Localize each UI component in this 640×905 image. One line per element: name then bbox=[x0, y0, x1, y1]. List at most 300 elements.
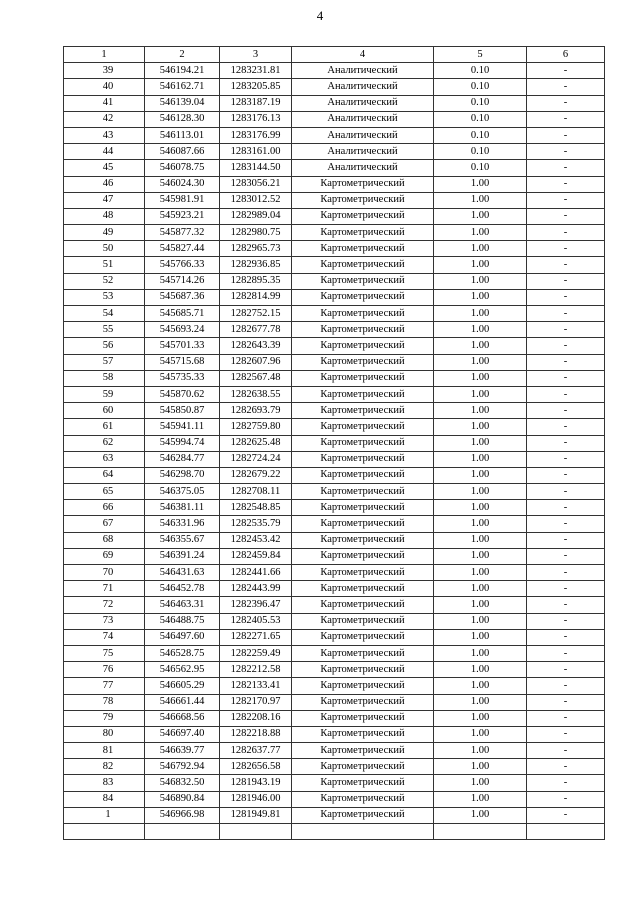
note-cell: - bbox=[527, 338, 605, 354]
accuracy-cell: 0.10 bbox=[434, 79, 527, 95]
point-number-cell: 84 bbox=[64, 791, 145, 807]
accuracy-cell: 1.00 bbox=[434, 516, 527, 532]
table-row bbox=[64, 322, 605, 338]
header-cell-col4: 4 bbox=[292, 47, 434, 63]
table-row bbox=[64, 95, 605, 111]
point-number-cell: 83 bbox=[64, 775, 145, 791]
table-row bbox=[64, 484, 605, 500]
y-coordinate-cell: 1282724.24 bbox=[220, 451, 292, 467]
table-row bbox=[64, 581, 605, 597]
y-coordinate-cell: 1282814.99 bbox=[220, 289, 292, 305]
table-row bbox=[64, 597, 605, 613]
y-coordinate-cell: 1282895.35 bbox=[220, 273, 292, 289]
method-cell: Картометрический bbox=[292, 629, 434, 645]
point-number-cell: 71 bbox=[64, 581, 145, 597]
point-number-cell: 43 bbox=[64, 127, 145, 143]
header-cell-col5: 5 bbox=[434, 47, 527, 63]
y-coordinate-cell: 1282405.53 bbox=[220, 613, 292, 629]
point-number-cell: 62 bbox=[64, 435, 145, 451]
x-coordinate-cell: 545735.33 bbox=[145, 370, 220, 386]
y-coordinate-cell: 1282535.79 bbox=[220, 516, 292, 532]
table-row bbox=[64, 257, 605, 273]
note-cell: - bbox=[527, 807, 605, 823]
header-cell-col3: 3 bbox=[220, 47, 292, 63]
point-number-cell: 41 bbox=[64, 95, 145, 111]
x-coordinate-cell: 546497.60 bbox=[145, 629, 220, 645]
point-number-cell: 66 bbox=[64, 500, 145, 516]
y-coordinate-cell: 1282677.78 bbox=[220, 322, 292, 338]
table-row bbox=[64, 273, 605, 289]
note-cell: - bbox=[527, 160, 605, 176]
point-number-cell: 60 bbox=[64, 403, 145, 419]
page-number: 4 bbox=[316, 8, 324, 23]
header-cell-col2: 2 bbox=[145, 47, 220, 63]
method-cell: Картометрический bbox=[292, 176, 434, 192]
y-coordinate-cell: 1281943.19 bbox=[220, 775, 292, 791]
table-row bbox=[64, 403, 605, 419]
x-coordinate-cell: 545923.21 bbox=[145, 208, 220, 224]
point-number-cell: 65 bbox=[64, 484, 145, 500]
method-cell: Аналитический bbox=[292, 160, 434, 176]
y-coordinate-cell: 1283056.21 bbox=[220, 176, 292, 192]
x-coordinate-cell: 546331.96 bbox=[145, 516, 220, 532]
y-coordinate-cell: 1282752.15 bbox=[220, 306, 292, 322]
accuracy-cell: 1.00 bbox=[434, 791, 527, 807]
note-cell: - bbox=[527, 581, 605, 597]
x-coordinate-cell: 546452.78 bbox=[145, 581, 220, 597]
point-number-cell: 79 bbox=[64, 710, 145, 726]
table-row bbox=[64, 759, 605, 775]
accuracy-cell: 0.10 bbox=[434, 111, 527, 127]
point-number-cell: 68 bbox=[64, 532, 145, 548]
y-coordinate-cell: 1282759.80 bbox=[220, 419, 292, 435]
x-coordinate-cell: 546668.56 bbox=[145, 710, 220, 726]
note-cell: - bbox=[527, 726, 605, 742]
method-cell: Картометрический bbox=[292, 500, 434, 516]
note-cell: - bbox=[527, 225, 605, 241]
y-coordinate-cell: 1283161.00 bbox=[220, 144, 292, 160]
x-coordinate-cell: 546375.05 bbox=[145, 484, 220, 500]
note-cell: - bbox=[527, 629, 605, 645]
y-coordinate-cell: 1282453.42 bbox=[220, 532, 292, 548]
accuracy-cell: 1.00 bbox=[434, 176, 527, 192]
table-row bbox=[64, 532, 605, 548]
point-number-cell: 40 bbox=[64, 79, 145, 95]
table-row bbox=[64, 192, 605, 208]
x-coordinate-cell: 546562.95 bbox=[145, 662, 220, 678]
x-coordinate-cell: 546639.77 bbox=[145, 743, 220, 759]
method-cell: Картометрический bbox=[292, 597, 434, 613]
table-row bbox=[64, 225, 605, 241]
y-coordinate-cell: 1282548.85 bbox=[220, 500, 292, 516]
method-cell: Аналитический bbox=[292, 111, 434, 127]
accuracy-cell: 1.00 bbox=[434, 759, 527, 775]
x-coordinate-cell: 546661.44 bbox=[145, 694, 220, 710]
method-cell: Аналитический bbox=[292, 95, 434, 111]
point-number-cell: 1 bbox=[64, 807, 145, 823]
x-coordinate-cell: 545877.32 bbox=[145, 225, 220, 241]
table-row bbox=[64, 710, 605, 726]
method-cell: Картометрический bbox=[292, 775, 434, 791]
accuracy-cell: 1.00 bbox=[434, 710, 527, 726]
table-row bbox=[64, 451, 605, 467]
method-cell: Картометрический bbox=[292, 613, 434, 629]
point-number-cell: 77 bbox=[64, 678, 145, 694]
table-row bbox=[64, 63, 605, 79]
x-coordinate-cell: 546284.77 bbox=[145, 451, 220, 467]
accuracy-cell: 1.00 bbox=[434, 419, 527, 435]
point-number-cell: 67 bbox=[64, 516, 145, 532]
method-cell: Картометрический bbox=[292, 532, 434, 548]
y-coordinate-cell: 1282679.22 bbox=[220, 467, 292, 483]
accuracy-cell bbox=[434, 824, 527, 840]
method-cell: Аналитический bbox=[292, 79, 434, 95]
note-cell: - bbox=[527, 144, 605, 160]
y-coordinate-cell: 1282459.84 bbox=[220, 548, 292, 564]
table-row bbox=[64, 354, 605, 370]
table-row bbox=[64, 144, 605, 160]
method-cell: Картометрический bbox=[292, 322, 434, 338]
y-coordinate-cell: 1282637.77 bbox=[220, 743, 292, 759]
table-row bbox=[64, 548, 605, 564]
accuracy-cell: 1.00 bbox=[434, 403, 527, 419]
x-coordinate-cell: 545981.91 bbox=[145, 192, 220, 208]
note-cell bbox=[527, 824, 605, 840]
y-coordinate-cell: 1282989.04 bbox=[220, 208, 292, 224]
y-coordinate-cell: 1283144.50 bbox=[220, 160, 292, 176]
method-cell: Аналитический bbox=[292, 144, 434, 160]
note-cell: - bbox=[527, 435, 605, 451]
table-row bbox=[64, 629, 605, 645]
x-coordinate-cell: 546162.71 bbox=[145, 79, 220, 95]
note-cell: - bbox=[527, 791, 605, 807]
header-cell-col6: 6 bbox=[527, 47, 605, 63]
method-cell: Картометрический bbox=[292, 354, 434, 370]
table-row bbox=[64, 775, 605, 791]
table-row bbox=[64, 370, 605, 386]
x-coordinate-cell: 546113.01 bbox=[145, 127, 220, 143]
accuracy-cell: 1.00 bbox=[434, 500, 527, 516]
method-cell: Картометрический bbox=[292, 694, 434, 710]
x-coordinate-cell: 546128.30 bbox=[145, 111, 220, 127]
table-row bbox=[64, 726, 605, 742]
note-cell: - bbox=[527, 63, 605, 79]
x-coordinate-cell: 545693.24 bbox=[145, 322, 220, 338]
note-cell: - bbox=[527, 192, 605, 208]
accuracy-cell: 1.00 bbox=[434, 451, 527, 467]
x-coordinate-cell: 546078.75 bbox=[145, 160, 220, 176]
table-row bbox=[64, 127, 605, 143]
point-number-cell: 42 bbox=[64, 111, 145, 127]
method-cell: Картометрический bbox=[292, 548, 434, 564]
point-number-cell bbox=[64, 824, 145, 840]
x-coordinate-cell: 545766.33 bbox=[145, 257, 220, 273]
accuracy-cell: 1.00 bbox=[434, 306, 527, 322]
note-cell: - bbox=[527, 484, 605, 500]
x-coordinate-cell: 546488.75 bbox=[145, 613, 220, 629]
x-coordinate-cell: 545994.74 bbox=[145, 435, 220, 451]
y-coordinate-cell: 1282567.48 bbox=[220, 370, 292, 386]
method-cell: Картометрический bbox=[292, 289, 434, 305]
note-cell: - bbox=[527, 306, 605, 322]
method-cell: Картометрический bbox=[292, 791, 434, 807]
note-cell: - bbox=[527, 662, 605, 678]
accuracy-cell: 1.00 bbox=[434, 581, 527, 597]
point-number-cell: 80 bbox=[64, 726, 145, 742]
point-number-cell: 82 bbox=[64, 759, 145, 775]
method-cell: Картометрический bbox=[292, 370, 434, 386]
y-coordinate-cell: 1282638.55 bbox=[220, 386, 292, 402]
y-coordinate-cell: 1282441.66 bbox=[220, 565, 292, 581]
y-coordinate-cell: 1283187.19 bbox=[220, 95, 292, 111]
x-coordinate-cell: 545701.33 bbox=[145, 338, 220, 354]
point-number-cell: 53 bbox=[64, 289, 145, 305]
method-cell: Картометрический bbox=[292, 678, 434, 694]
accuracy-cell: 1.00 bbox=[434, 273, 527, 289]
point-number-cell: 61 bbox=[64, 419, 145, 435]
x-coordinate-cell bbox=[145, 824, 220, 840]
note-cell: - bbox=[527, 613, 605, 629]
method-cell: Аналитический bbox=[292, 127, 434, 143]
accuracy-cell: 0.10 bbox=[434, 95, 527, 111]
method-cell: Картометрический bbox=[292, 726, 434, 742]
x-coordinate-cell: 546139.04 bbox=[145, 95, 220, 111]
accuracy-cell: 1.00 bbox=[434, 645, 527, 661]
method-cell: Картометрический bbox=[292, 306, 434, 322]
note-cell: - bbox=[527, 257, 605, 273]
point-number-cell: 64 bbox=[64, 467, 145, 483]
accuracy-cell: 1.00 bbox=[434, 662, 527, 678]
y-coordinate-cell: 1282259.49 bbox=[220, 645, 292, 661]
accuracy-cell: 1.00 bbox=[434, 354, 527, 370]
table-row bbox=[64, 678, 605, 694]
note-cell: - bbox=[527, 516, 605, 532]
accuracy-cell: 1.00 bbox=[434, 726, 527, 742]
header-cell-col1: 1 bbox=[64, 47, 145, 63]
point-number-cell: 69 bbox=[64, 548, 145, 564]
note-cell: - bbox=[527, 322, 605, 338]
x-coordinate-cell: 546792.94 bbox=[145, 759, 220, 775]
point-number-cell: 56 bbox=[64, 338, 145, 354]
method-cell: Аналитический bbox=[292, 63, 434, 79]
x-coordinate-cell: 545685.71 bbox=[145, 306, 220, 322]
note-cell: - bbox=[527, 710, 605, 726]
y-coordinate-cell: 1282607.96 bbox=[220, 354, 292, 370]
accuracy-cell: 1.00 bbox=[434, 322, 527, 338]
y-coordinate-cell: 1282643.39 bbox=[220, 338, 292, 354]
note-cell: - bbox=[527, 645, 605, 661]
y-coordinate-cell bbox=[220, 824, 292, 840]
note-cell: - bbox=[527, 111, 605, 127]
note-cell: - bbox=[527, 386, 605, 402]
note-cell: - bbox=[527, 241, 605, 257]
x-coordinate-cell: 545870.62 bbox=[145, 386, 220, 402]
note-cell: - bbox=[527, 127, 605, 143]
method-cell: Картометрический bbox=[292, 257, 434, 273]
method-cell: Картометрический bbox=[292, 467, 434, 483]
method-cell: Картометрический bbox=[292, 435, 434, 451]
accuracy-cell: 1.00 bbox=[434, 484, 527, 500]
table-row bbox=[64, 565, 605, 581]
method-cell: Картометрический bbox=[292, 241, 434, 257]
point-number-cell: 45 bbox=[64, 160, 145, 176]
method-cell: Картометрический bbox=[292, 192, 434, 208]
table-row bbox=[64, 176, 605, 192]
x-coordinate-cell: 545714.26 bbox=[145, 273, 220, 289]
note-cell: - bbox=[527, 370, 605, 386]
table-row bbox=[64, 662, 605, 678]
accuracy-cell: 0.10 bbox=[434, 144, 527, 160]
point-number-cell: 39 bbox=[64, 63, 145, 79]
point-number-cell: 63 bbox=[64, 451, 145, 467]
accuracy-cell: 1.00 bbox=[434, 565, 527, 581]
method-cell: Картометрический bbox=[292, 743, 434, 759]
point-number-cell: 49 bbox=[64, 225, 145, 241]
method-cell bbox=[292, 824, 434, 840]
method-cell: Картометрический bbox=[292, 403, 434, 419]
accuracy-cell: 1.00 bbox=[434, 208, 527, 224]
point-number-cell: 73 bbox=[64, 613, 145, 629]
accuracy-cell: 1.00 bbox=[434, 532, 527, 548]
accuracy-cell: 0.10 bbox=[434, 127, 527, 143]
x-coordinate-cell: 546890.84 bbox=[145, 791, 220, 807]
point-number-cell: 46 bbox=[64, 176, 145, 192]
accuracy-cell: 1.00 bbox=[434, 370, 527, 386]
method-cell: Картометрический bbox=[292, 484, 434, 500]
note-cell: - bbox=[527, 694, 605, 710]
table-row bbox=[64, 516, 605, 532]
y-coordinate-cell: 1281949.81 bbox=[220, 807, 292, 823]
table-row bbox=[64, 613, 605, 629]
point-number-cell: 57 bbox=[64, 354, 145, 370]
x-coordinate-cell: 545687.36 bbox=[145, 289, 220, 305]
accuracy-cell: 1.00 bbox=[434, 548, 527, 564]
x-coordinate-cell: 546087.66 bbox=[145, 144, 220, 160]
point-number-cell: 50 bbox=[64, 241, 145, 257]
x-coordinate-cell: 546463.31 bbox=[145, 597, 220, 613]
table-row bbox=[64, 386, 605, 402]
accuracy-cell: 1.00 bbox=[434, 807, 527, 823]
point-number-cell: 52 bbox=[64, 273, 145, 289]
coordinates-table bbox=[63, 46, 605, 840]
note-cell: - bbox=[527, 419, 605, 435]
accuracy-cell: 1.00 bbox=[434, 613, 527, 629]
table-row bbox=[64, 160, 605, 176]
point-number-cell: 74 bbox=[64, 629, 145, 645]
accuracy-cell: 1.00 bbox=[434, 257, 527, 273]
accuracy-cell: 1.00 bbox=[434, 225, 527, 241]
point-number-cell: 76 bbox=[64, 662, 145, 678]
point-number-cell: 70 bbox=[64, 565, 145, 581]
x-coordinate-cell: 546194.21 bbox=[145, 63, 220, 79]
x-coordinate-cell: 546381.11 bbox=[145, 500, 220, 516]
accuracy-cell: 1.00 bbox=[434, 629, 527, 645]
point-number-cell: 81 bbox=[64, 743, 145, 759]
note-cell: - bbox=[527, 208, 605, 224]
y-coordinate-cell: 1282708.11 bbox=[220, 484, 292, 500]
y-coordinate-cell: 1282212.58 bbox=[220, 662, 292, 678]
method-cell: Картометрический bbox=[292, 208, 434, 224]
method-cell: Картометрический bbox=[292, 645, 434, 661]
accuracy-cell: 1.00 bbox=[434, 338, 527, 354]
table-row bbox=[64, 500, 605, 516]
header-row bbox=[64, 47, 605, 63]
note-cell: - bbox=[527, 79, 605, 95]
note-cell: - bbox=[527, 775, 605, 791]
y-coordinate-cell: 1282936.85 bbox=[220, 257, 292, 273]
point-number-cell: 48 bbox=[64, 208, 145, 224]
note-cell: - bbox=[527, 532, 605, 548]
x-coordinate-cell: 545941.11 bbox=[145, 419, 220, 435]
method-cell: Картометрический bbox=[292, 451, 434, 467]
table-row bbox=[64, 289, 605, 305]
accuracy-cell: 1.00 bbox=[434, 775, 527, 791]
accuracy-cell: 0.10 bbox=[434, 160, 527, 176]
x-coordinate-cell: 546966.98 bbox=[145, 807, 220, 823]
point-number-cell: 47 bbox=[64, 192, 145, 208]
note-cell: - bbox=[527, 467, 605, 483]
y-coordinate-cell: 1282443.99 bbox=[220, 581, 292, 597]
x-coordinate-cell: 546605.29 bbox=[145, 678, 220, 694]
point-number-cell: 78 bbox=[64, 694, 145, 710]
table-row bbox=[64, 111, 605, 127]
method-cell: Картометрический bbox=[292, 419, 434, 435]
point-number-cell: 59 bbox=[64, 386, 145, 402]
x-coordinate-cell: 545827.44 bbox=[145, 241, 220, 257]
accuracy-cell: 1.00 bbox=[434, 694, 527, 710]
x-coordinate-cell: 546298.70 bbox=[145, 467, 220, 483]
y-coordinate-cell: 1282625.48 bbox=[220, 435, 292, 451]
table-row bbox=[64, 467, 605, 483]
y-coordinate-cell: 1282980.75 bbox=[220, 225, 292, 241]
table-row bbox=[64, 208, 605, 224]
accuracy-cell: 1.00 bbox=[434, 289, 527, 305]
note-cell: - bbox=[527, 565, 605, 581]
y-coordinate-cell: 1282965.73 bbox=[220, 241, 292, 257]
y-coordinate-cell: 1282170.97 bbox=[220, 694, 292, 710]
point-number-cell: 58 bbox=[64, 370, 145, 386]
y-coordinate-cell: 1282208.16 bbox=[220, 710, 292, 726]
note-cell: - bbox=[527, 548, 605, 564]
point-number-cell: 54 bbox=[64, 306, 145, 322]
note-cell: - bbox=[527, 354, 605, 370]
method-cell: Картометрический bbox=[292, 338, 434, 354]
point-number-cell: 55 bbox=[64, 322, 145, 338]
table-row bbox=[64, 791, 605, 807]
note-cell: - bbox=[527, 273, 605, 289]
y-coordinate-cell: 1281946.00 bbox=[220, 791, 292, 807]
method-cell: Картометрический bbox=[292, 581, 434, 597]
table-row bbox=[64, 306, 605, 322]
point-number-cell: 75 bbox=[64, 645, 145, 661]
table-row bbox=[64, 419, 605, 435]
y-coordinate-cell: 1283012.52 bbox=[220, 192, 292, 208]
note-cell: - bbox=[527, 743, 605, 759]
y-coordinate-cell: 1283205.85 bbox=[220, 79, 292, 95]
accuracy-cell: 1.00 bbox=[434, 597, 527, 613]
x-coordinate-cell: 545850.87 bbox=[145, 403, 220, 419]
note-cell: - bbox=[527, 451, 605, 467]
note-cell: - bbox=[527, 176, 605, 192]
table-row bbox=[64, 743, 605, 759]
accuracy-cell: 0.10 bbox=[434, 63, 527, 79]
y-coordinate-cell: 1282218.88 bbox=[220, 726, 292, 742]
note-cell: - bbox=[527, 289, 605, 305]
y-coordinate-cell: 1282396.47 bbox=[220, 597, 292, 613]
table-row bbox=[64, 807, 605, 823]
method-cell: Картометрический bbox=[292, 225, 434, 241]
x-coordinate-cell: 545715.68 bbox=[145, 354, 220, 370]
